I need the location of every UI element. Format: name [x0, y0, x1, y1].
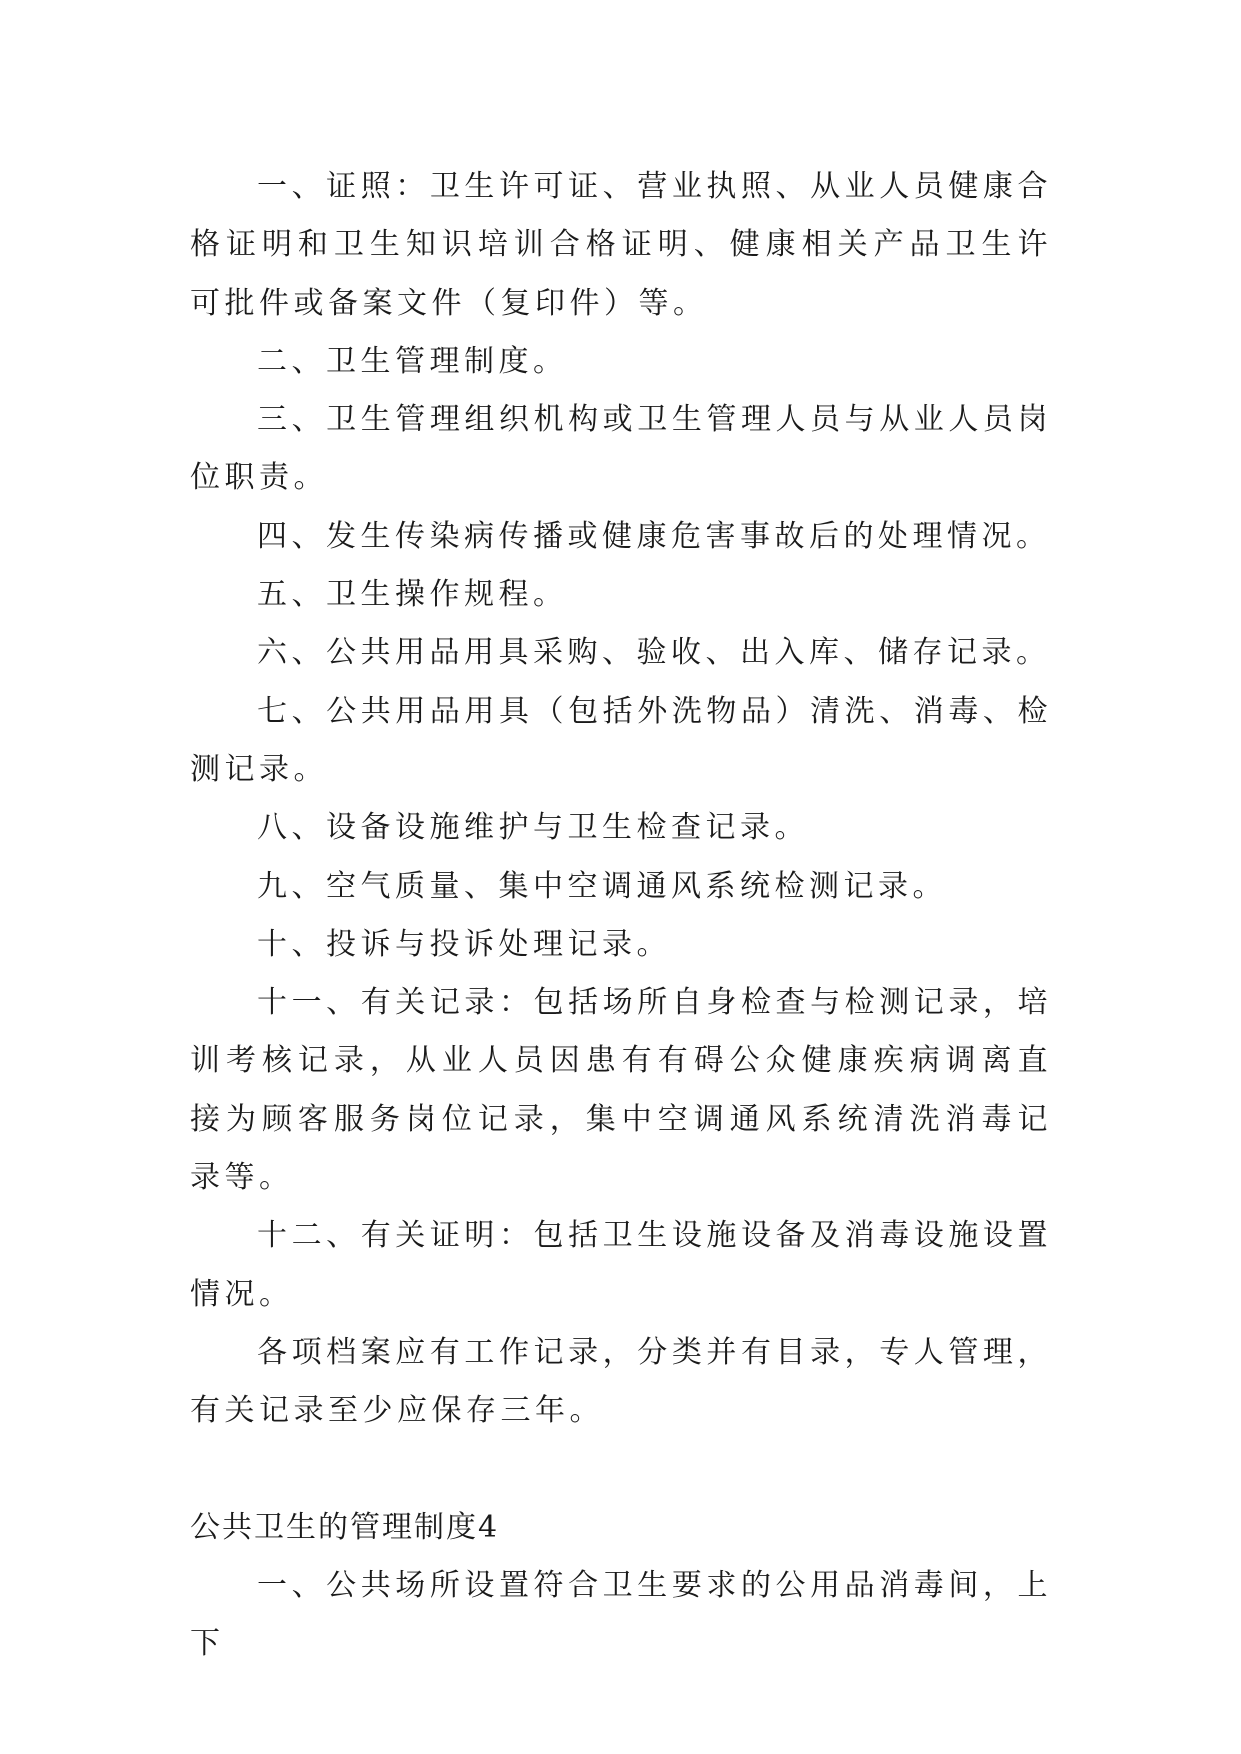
paragraph-10: 十、投诉与投诉处理记录。 — [257, 926, 671, 962]
paragraph-9: 九、空气质量、集中空调通风系统检测记录。 — [257, 868, 947, 904]
paragraph-5: 五、卫生操作规程。 — [257, 577, 568, 613]
paragraph-8: 八、设备设施维护与卫生检查记录。 — [257, 810, 809, 846]
paragraph-7: 七、公共用品用具（包括外洗物品）清洗、消毒、检测记录。 — [190, 693, 1052, 787]
paragraph-4: 四、发生传染病传播或健康危害事故后的处理情况。 — [257, 518, 1051, 554]
paragraph-1: 一、证照：卫生许可证、营业执照、从业人员健康合格证明和卫生知识培训合格证明、健康相关产品卫生许可批件或备案文件（复印件）等。 — [190, 169, 1052, 321]
paragraph-3: 三、卫生管理组织机构或卫生管理人员与从业人员岗位职责。 — [190, 402, 1052, 496]
paragraph-11: 十一、有关记录：包括场所自身检查与检测记录，培训考核记录，从业人员因患有有碍公众健康疾病调离直接为顾客服务岗位记录，集中空调通风系统清洗消毒记录等。 — [190, 985, 1052, 1196]
paragraph-12: 十二、有关证明：包括卫生设施设备及消毒设施设置情况。 — [190, 1218, 1052, 1312]
paragraph-6: 六、公共用品用具采购、验收、出入库、储存记录。 — [257, 635, 1051, 671]
section-paragraph-1: 一、公共场所设置符合卫生要求的公用品消毒间，上下 — [190, 1567, 1052, 1662]
paragraph-2: 二、卫生管理制度。 — [257, 343, 568, 379]
paragraph-13: 各项档案应有工作记录，分类并有目录，专人管理，有关记录至少应保存三年。 — [190, 1334, 1052, 1429]
section-title: 公共卫生的管理制度4 — [190, 1509, 500, 1545]
document-body — [190, 158, 1052, 1673]
